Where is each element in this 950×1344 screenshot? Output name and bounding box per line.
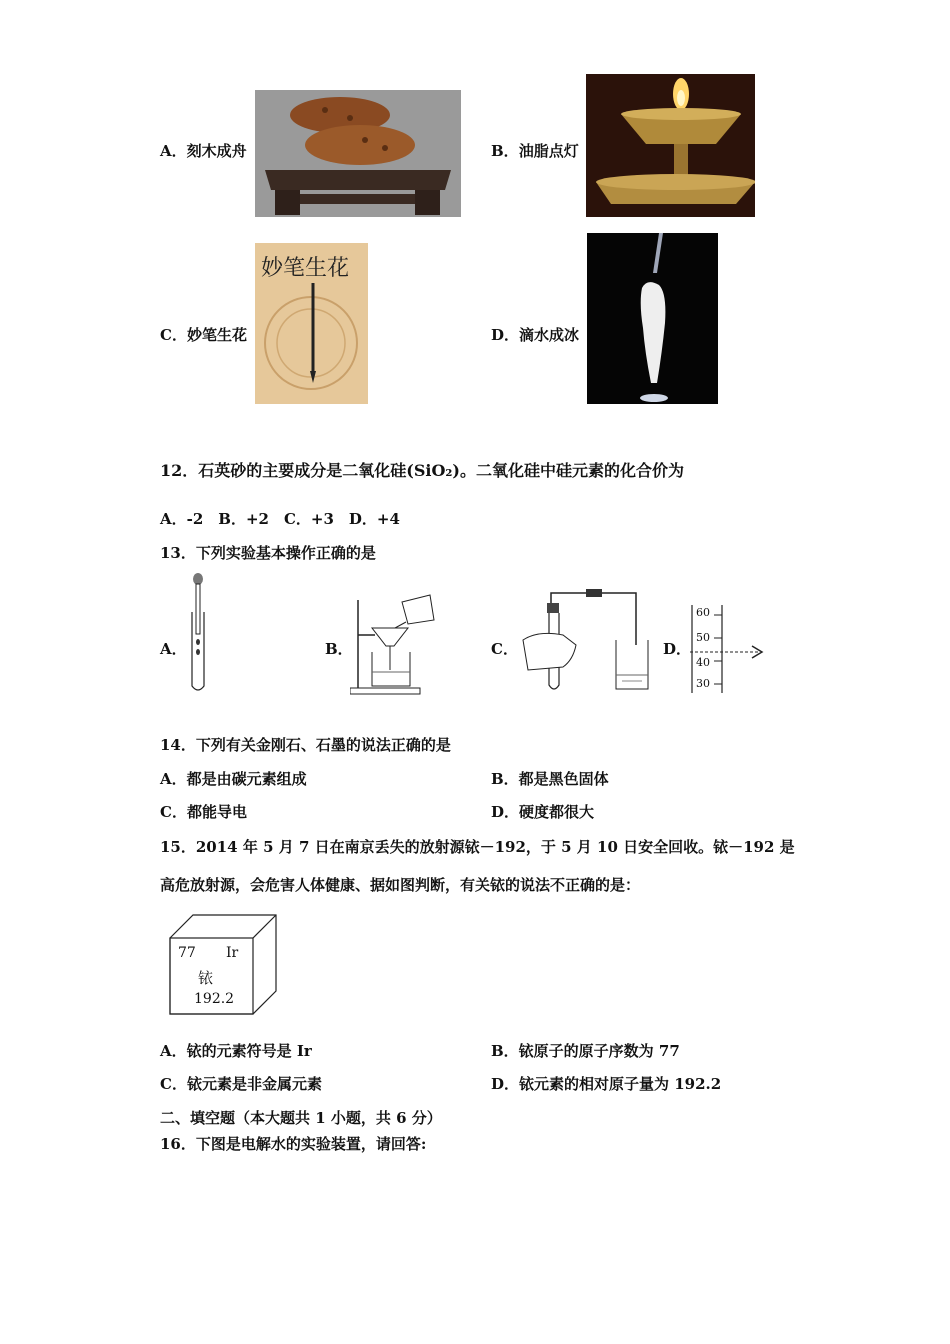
atomic-number: 77	[178, 945, 196, 961]
q13-label-c: C．	[491, 640, 518, 658]
q11-option-b	[491, 140, 579, 161]
section-heading: 二、填空题（本大题共 1 小题，共 6 分）	[160, 1109, 442, 1127]
option-text: 滴水成冰	[519, 326, 580, 344]
tick-label: 40	[696, 656, 710, 669]
image-caption: 妙笔生花	[261, 256, 350, 281]
option-text: 油脂点灯	[518, 142, 579, 160]
q15-option-a: A．铱的元素符号是 Ir	[160, 1042, 312, 1060]
icicle-image	[587, 233, 718, 404]
element-name: 铱	[198, 969, 214, 987]
tick-label: 60	[696, 606, 710, 619]
airtightness-check-diagram	[518, 585, 658, 697]
q13-label-a: A．	[160, 640, 187, 658]
option-letter: B．	[491, 142, 519, 160]
q12-options: A．-2 B．+2 C．+3 D．+4	[160, 510, 400, 528]
q11-option-d	[491, 324, 579, 345]
q11-option-a	[160, 140, 247, 161]
q11-option-c	[160, 324, 247, 345]
element-card	[168, 913, 278, 1016]
q14-option-a: A．都是由碳元素组成	[160, 770, 307, 788]
q16-stem: 16．下图是电解水的实验装置，请回答:	[160, 1135, 427, 1153]
option-text: 刻木成舟	[186, 142, 247, 160]
q15-option-b: B．铱原子的原子序数为 77	[491, 1042, 680, 1060]
magic-pen-image	[255, 243, 368, 404]
q15-option-c: C．铱元素是非金属元素	[160, 1075, 322, 1093]
tick-label: 50	[696, 631, 710, 644]
tick-label: 30	[696, 677, 710, 690]
option-letter: D．	[491, 326, 520, 344]
oil-lamp-image	[586, 74, 755, 217]
q14-stem: 14．下列有关金刚石、石墨的说法正确的是	[160, 736, 451, 754]
q12-stem: 12．石英砂的主要成分是二氧化硅(SiO₂)。二氧化硅中硅元素的化合价为	[160, 461, 684, 480]
q13-label-b: B．	[325, 640, 353, 658]
dropper-in-tube-diagram	[186, 572, 210, 696]
graduated-cylinder-reading-diagram	[690, 605, 770, 695]
q15-option-d: D．铱元素的相对原子量为 192.2	[491, 1075, 722, 1093]
filtration-diagram	[350, 590, 445, 696]
element-symbol: Ir	[226, 945, 239, 961]
q14-option-b: B．都是黑色固体	[491, 770, 609, 788]
atomic-mass: 192.2	[194, 991, 235, 1007]
option-letter: A．	[160, 142, 187, 160]
q14-option-c: C．都能导电	[160, 803, 247, 821]
q15-stem-line1: 15．2014 年 5 月 7 日在南京丢失的放射源铱－192，于 5 月 10 日安全回收。铱－192 是	[160, 838, 795, 856]
q14-option-d: D．硬度都很大	[491, 803, 595, 821]
carved-walnut-boat-image	[255, 90, 461, 217]
q13-label-d: D．	[663, 640, 692, 658]
q13-stem: 13．下列实验基本操作正确的是	[160, 544, 376, 562]
option-letter: C．	[160, 326, 187, 344]
option-text: 妙笔生花	[186, 326, 247, 344]
q15-stem-line2: 高危放射源，会危害人体健康、据如图判断，有关铱的说法不正确的是：	[160, 876, 641, 894]
